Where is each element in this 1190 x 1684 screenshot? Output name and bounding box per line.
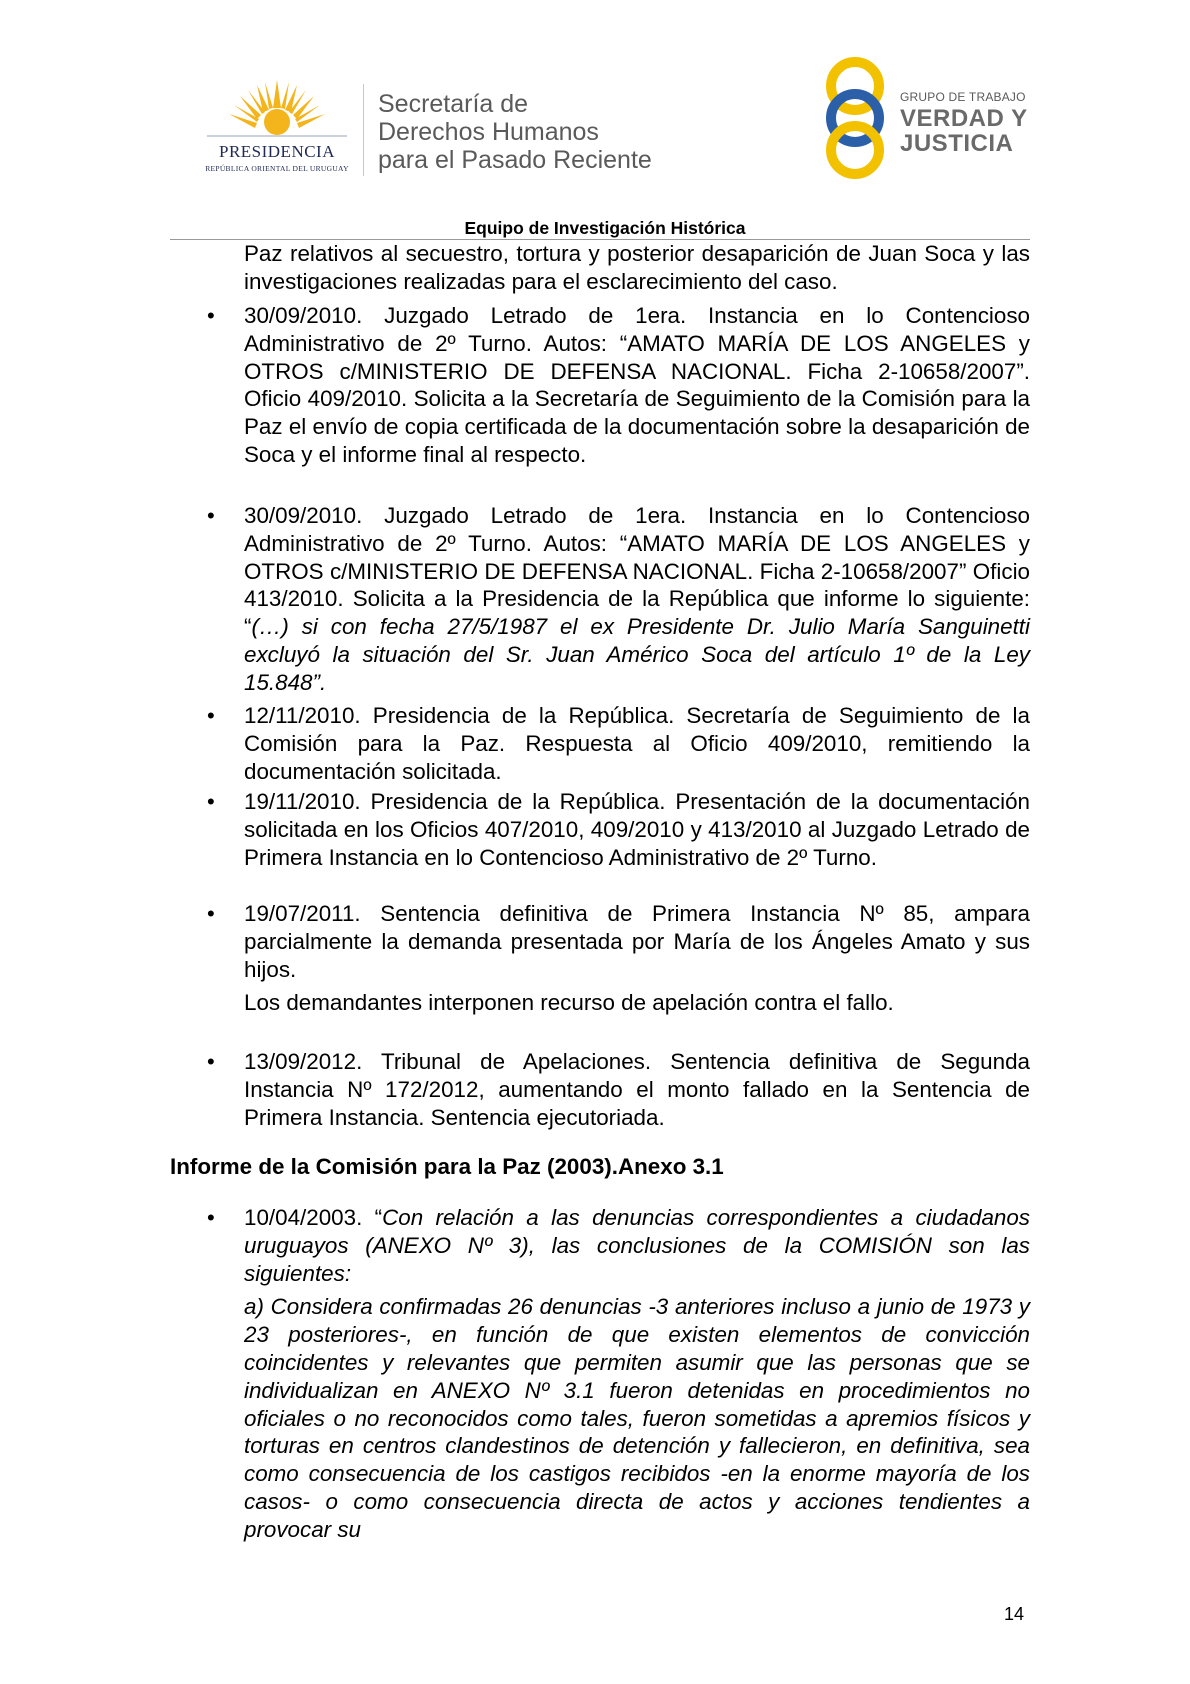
gtvj-line-2: VERDAD Y [900, 105, 1028, 132]
presidencia-subtitle: REPÚBLICA ORIENTAL DEL URUGUAY [205, 164, 349, 173]
rings-icon [822, 56, 892, 180]
verdad-justicia-logo [822, 56, 1042, 180]
conclusion-paragraph: a) Considera confirmadas 26 denuncias -3 anteriores incluso a junio de 1973 y 23 posteriores-, en función de que existen elementos de convicción coincidentes y relevantes que permiten asumir que las personas que se individualizan en ANEXO Nº 3.1 fueron detenidas en procedimientos no oficiales o no reconocidos como tales, fueron sometidas a apremios físicos y torturas en centros clandestinos de detención y fallecieron, en definitiva, sea como consecuencia de los castigos recibidos -en la enorme mayoría de los casos- o como consecuencia directa de actos y acciones tendientes a provocar su [244, 1294, 1030, 1542]
list-item: 13/09/2012. Tribunal de Apelaciones. Sentencia definitiva de Segunda Instancia Nº 172/2012, aumentando el monto fallado en la Sentencia de Primera Instancia. Sentencia ejecutoriada. [244, 1049, 1030, 1130]
bullet: • [207, 303, 215, 328]
list-item: 30/09/2010. Juzgado Letrado de 1era. Instancia en lo Contencioso Administrativo de 2º Turno. Autos: “AMATO MARÍA DE LOS ANGELES y OTROS c/MINISTERIO DE DEFENSA NACIONAL. Ficha 2-10658/2007”. Oficio 409/2010. Solicita a la Secretaría de Seguimiento de la Comisión para la Paz el envío de copia certificada de la documentación sobre la desaparición de Soca y el informe final al respecto. [244, 303, 1030, 467]
secretaria-logo-text [378, 90, 738, 174]
list-item-note: Los demandantes interponen recurso de apelación contra el fallo. [244, 990, 894, 1016]
presidencia-logo [197, 80, 357, 180]
page-number: 14 [1004, 1604, 1025, 1624]
section-list-item: 10/04/2003. “Con relación a las denuncias correspondientes a ciudadanos uruguayos (ANEXO Nº 3), las conclusiones de la COMISIÓN son las siguientes: a) Considera confirmadas 26 denuncias -3 anteriores incluso a junio de 1973 y 23 posteriores-, en función de que existen elementos de convicción coincidentes y relevantes que permiten asumir que las personas que se individualizan en ANEXO Nº 3.1 fueron detenidas en procedimientos no oficiales o no reconocidos como tales, fueron sometidas a apremios físicos y torturas en centros clandestinos de detención y fallecieron, en definitiva, sea como consecuencia de los castigos recibidos -en la enorme mayoría de los casos- o como consecuencia directa de actos y acciones tendientes a provocar su [244, 1205, 1030, 1542]
bullet: • [207, 789, 215, 814]
secretaria-line-3: para el Pasado Reciente [378, 146, 652, 174]
bullet: • [207, 1205, 215, 1230]
intro-paragraph: Paz relativos al secuestro, tortura y posterior desaparición de Juan Soca y las investigaciones realizadas para el esclarecimiento del caso. [244, 241, 1030, 294]
secretaria-line-1: Secretaría de [378, 90, 529, 118]
bullet: • [207, 703, 215, 728]
list-item: 19/07/2011. Sentencia definitiva de Primera Instancia Nº 85, ampara parcialmente la demanda presentada por María de los Ángeles Amato y sus hijos. Los demandantes interponen recurso de apelación contra el fallo. [244, 901, 1030, 1016]
secretaria-line-2: Derechos Humanos [378, 118, 599, 146]
list-item: 30/09/2010. Juzgado Letrado de 1era. Instancia en lo Contencioso Administrativo de 2º Turno. Autos: “AMATO MARÍA DE LOS ANGELES y OTROS c/MINISTERIO DE DEFENSA NACIONAL. Ficha 2-10658/2007” Oficio 413/2010. Solicita a la Presidencia de la República que informe lo siguiente: “(…) si con fecha 27/5/1987 el ex Presidente Dr. Julio María Sanguinetti excluyó la situación del Sr. Juan Américo Soca del artículo 1º de la Ley 15.848”. [244, 503, 1030, 695]
team-title: Equipo de Investigación Histórica [464, 218, 746, 238]
page-header [0, 0, 1190, 238]
gtvj-line-1: GRUPO DE TRABAJO [900, 90, 1026, 104]
presidencia-name: PRESIDENCIA [218, 142, 335, 161]
bullet: • [207, 1049, 215, 1074]
header-divider [363, 84, 364, 176]
list-item: 12/11/2010. Presidencia de la República. Secretaría de Seguimiento de la Comisión para la Paz. Respuesta al Oficio 409/2010, remitiendo la documentación solicitada. [244, 703, 1030, 784]
list-item: 19/11/2010. Presidencia de la República. Presentación de la documentación solicitada en los Oficios 407/2010, 409/2010 y 413/2010 al Juzgado Letrado de Primera Instancia en lo Contencioso Administrativo de 2º Turno. [244, 789, 1030, 870]
gtvj-line-3: JUSTICIA [900, 130, 1014, 157]
section-title: Informe de la Comisión para la Paz (2003).Anexo 3.1 [170, 1154, 724, 1179]
sun-icon [197, 80, 357, 142]
bullet: • [207, 901, 215, 926]
bullet: • [207, 503, 215, 528]
